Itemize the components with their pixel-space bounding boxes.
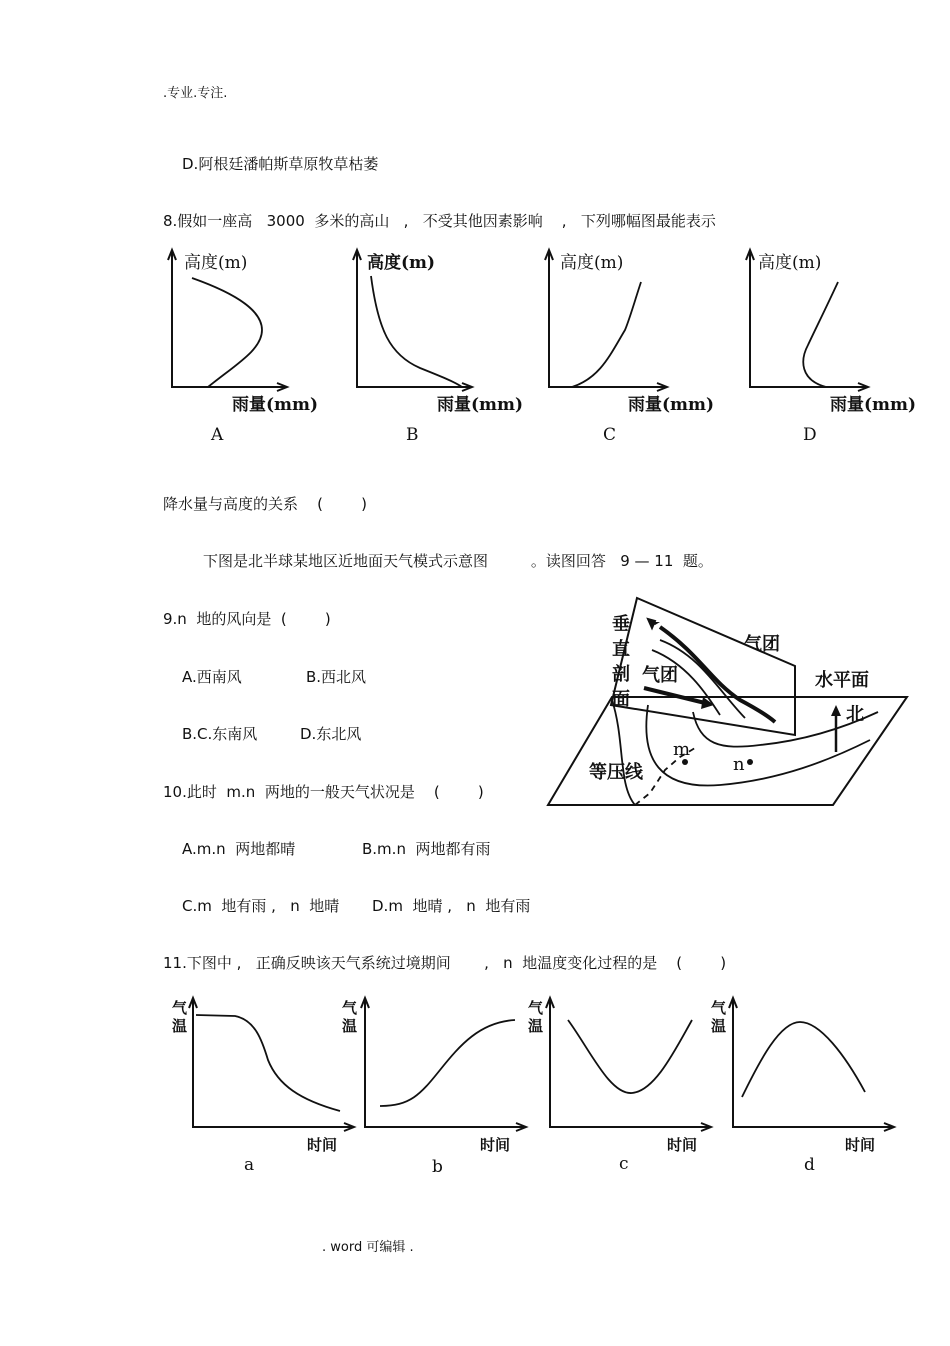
page-header: .专业.专注. xyxy=(163,86,228,101)
north-label: 北 xyxy=(846,704,864,725)
q8-a-y-label: 高度(m) xyxy=(184,253,248,273)
q11-graph-c xyxy=(528,998,711,1174)
q11-d-y-label-1: 气 xyxy=(711,999,727,1017)
q11-c-x-label: 时间 xyxy=(667,1136,698,1154)
q11-a-caption: a xyxy=(244,1155,255,1175)
vertical-section-char-4: 面 xyxy=(612,689,630,710)
q9-option-a: A.西南风 xyxy=(182,668,242,686)
point-m-label: m xyxy=(673,739,691,760)
q8-d-caption: D xyxy=(803,425,817,445)
q8-c-x-label: 雨量(mm) xyxy=(628,395,715,415)
q11-b-y-label-1: 气 xyxy=(342,999,358,1017)
point-n-label: n xyxy=(733,754,745,775)
q8-a-caption: A xyxy=(211,425,224,445)
q9-option-b: B.西北风 xyxy=(306,668,367,686)
vertical-section-char-3: 剖 xyxy=(612,664,630,685)
q8-b-y-label: 高度(m) xyxy=(367,253,436,273)
q11-b-caption: b xyxy=(432,1157,443,1177)
q8-c-caption: C xyxy=(603,425,617,445)
q8-b-x-label: 雨量(mm) xyxy=(437,395,524,415)
q8-d-y-label: 高度(m) xyxy=(758,253,822,273)
q11-graph-b xyxy=(342,998,526,1177)
q11-stem: 11.下图中 , 正确反映该天气系统过境期间 , n 地温度变化过程的是 ( ) xyxy=(163,954,727,972)
q11-a-y-label-1: 气 xyxy=(172,999,188,1017)
isobar-label: 等压线 xyxy=(589,762,643,783)
q9-option-c: B.C.东南风 xyxy=(182,725,258,743)
vertical-section-char-2: 直 xyxy=(612,639,630,660)
q10-stem: 10.此时 m.n 两地的一般天气状况是 ( ) xyxy=(163,783,484,801)
q11-graph-d xyxy=(711,998,894,1175)
intro-text: 下图是北半球某地区近地面天气模式示意图 。读图回答 9 — 11 题。 xyxy=(203,552,713,570)
q8-c-y-label: 高度(m) xyxy=(560,253,624,273)
q11-d-y-label-2: 温 xyxy=(711,1017,727,1035)
q8-tail: 降水量与高度的关系 ( ) xyxy=(163,495,367,513)
q11-graph-a xyxy=(172,998,354,1175)
q11-c-y-label-1: 气 xyxy=(528,999,544,1017)
q7-option-d: D.阿根廷潘帕斯草原牧草枯萎 xyxy=(182,155,379,173)
q11-b-y-label-2: 温 xyxy=(342,1017,358,1035)
q11-a-y-label-2: 温 xyxy=(172,1017,188,1035)
horizontal-plane-label: 水平面 xyxy=(815,670,869,691)
q11-b-x-label: 时间 xyxy=(480,1136,511,1154)
q9-stem: 9.n 地的风向是 ( ) xyxy=(163,610,331,628)
q11-d-x-label: 时间 xyxy=(845,1136,876,1154)
air-mass-label-2: 气团 xyxy=(642,665,678,686)
vertical-section-char-1: 垂 xyxy=(612,614,630,635)
q8-stem: 8.假如一座高 3000 多米的高山 , 不受其他因素影响 , 下列哪幅图最能表示 xyxy=(163,212,716,230)
q11-c-caption: c xyxy=(619,1154,629,1174)
q10-option-c: C.m 地有雨 , n 地晴 xyxy=(182,897,340,915)
q8-b-caption: B xyxy=(406,425,419,445)
q8-a-x-label: 雨量(mm) xyxy=(232,395,319,415)
q10-option-b: B.m.n 两地都有雨 xyxy=(362,840,491,858)
q8-d-x-label: 雨量(mm) xyxy=(830,395,917,415)
q11-c-y-label-2: 温 xyxy=(528,1017,544,1035)
page-footer: . word 可编辑 . xyxy=(322,1240,414,1255)
q9-option-d: D.东北风 xyxy=(300,725,362,743)
air-mass-label-1: 气团 xyxy=(744,634,780,655)
q11-d-caption: d xyxy=(804,1155,815,1175)
q11-a-x-label: 时间 xyxy=(307,1136,338,1154)
q10-option-a: A.m.n 两地都晴 xyxy=(182,840,296,858)
q10-option-d: D.m 地晴 , n 地有雨 xyxy=(372,897,531,915)
